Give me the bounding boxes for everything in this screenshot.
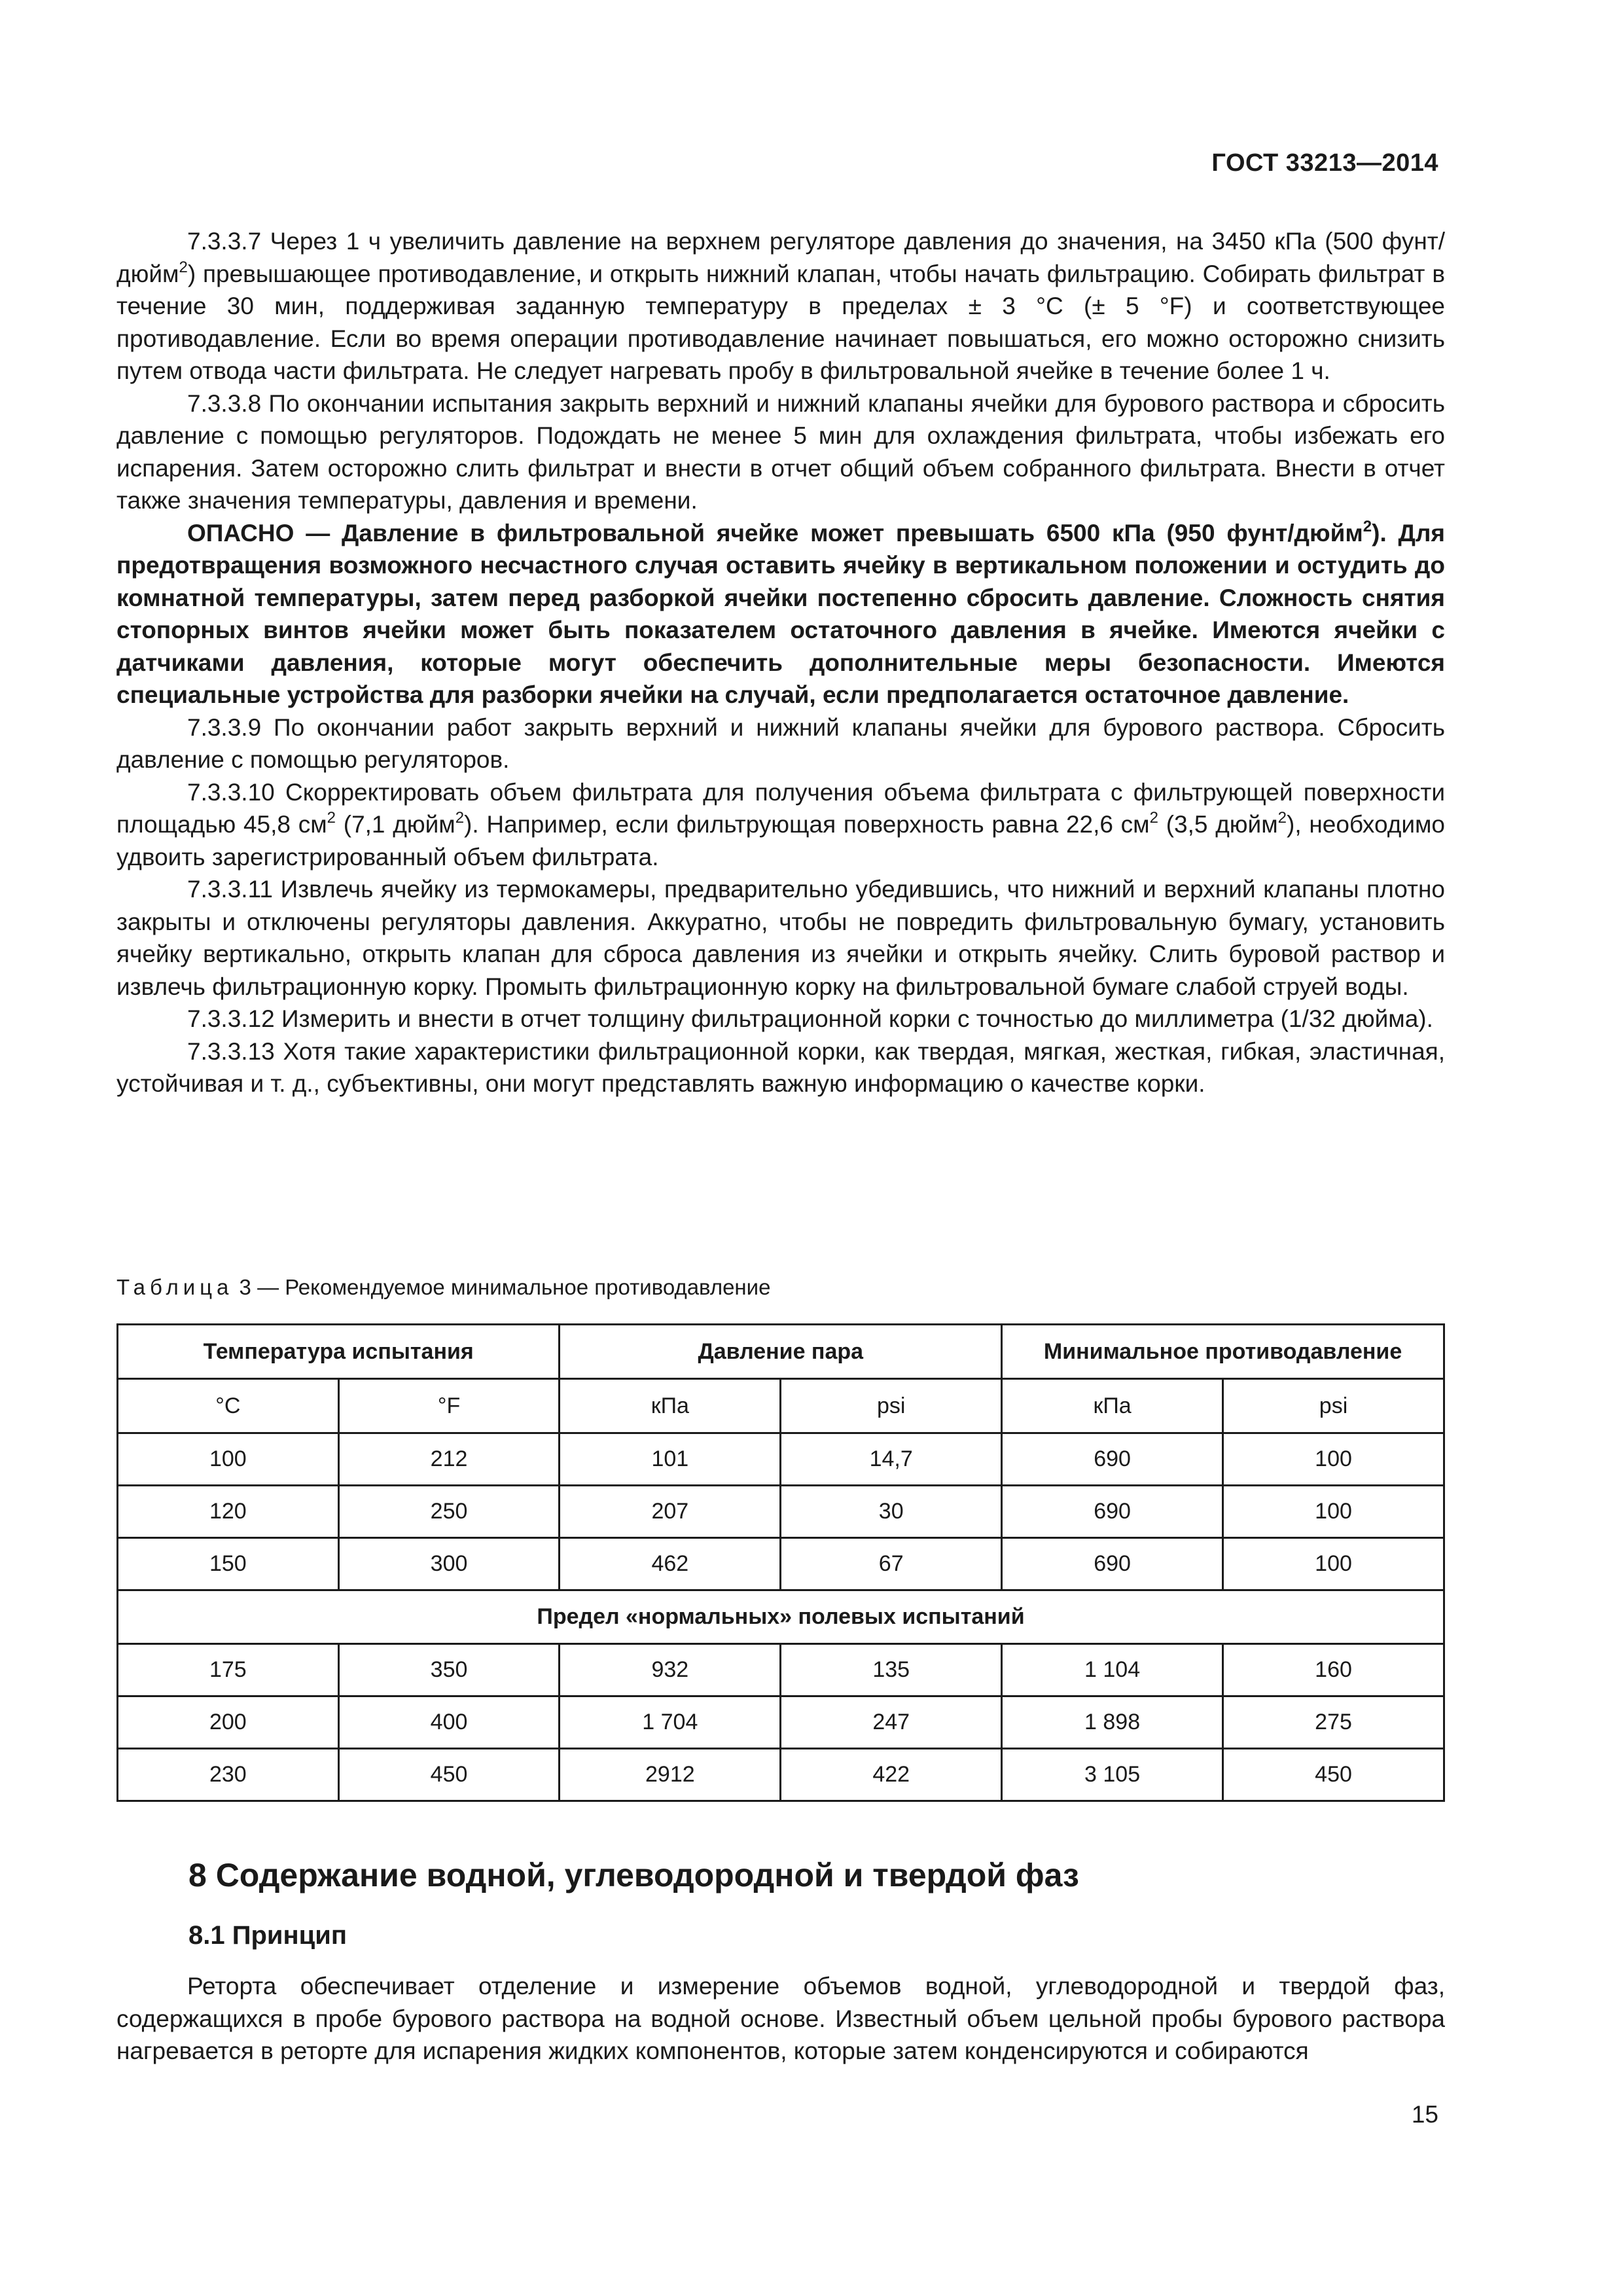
table-cell: 1 898: [1002, 1696, 1223, 1749]
table-cell: 100: [1223, 1486, 1444, 1538]
table-cell: 690: [1002, 1433, 1223, 1486]
table-cell: 932: [560, 1644, 781, 1696]
table-section-label: Предел «нормальных» полевых испытаний: [118, 1590, 1444, 1644]
pressure-table: [116, 1323, 1445, 1802]
table-row: [118, 1486, 1444, 1538]
paragraph-7-3-3-7: 7.3.3.7 Через 1 ч увеличить давление на верхнем регуляторе давления до значения, на 3450 кПа (500 фунт/дюйм$^2$) превышающее противодавление, и открыть нижний клапан, чтобы начать фильтрацию. Собирать фильтрат в течение 30 мин, поддерживая заданную температуру в пределах ± 3 °С (± 5 °F) и соответствующее противодавление. Если во время операции противодавление начинает повышаться, его можно осторожно снизить путем отвода части фильтрата. Не следует нагревать пробу в фильтровальной ячейке в течение более 1 ч.: [116, 228, 1445, 384]
unit-header: °F: [338, 1379, 560, 1433]
paragraph-7-3-3-13: 7.3.3.13 Хотя такие характеристики фильтрационной корки, как твердая, мягкая, жесткая, гибкая, эластичная, устойчивая и т. д., субъективны, они могут представлять важную информацию о качестве корки.: [116, 1037, 1445, 1097]
table-caption-label: Таблица: [116, 1275, 234, 1299]
table-cell: 14,7: [781, 1433, 1002, 1486]
table-cell: 30: [781, 1486, 1002, 1538]
page-number: 15: [1411, 2101, 1438, 2128]
table-cell: 100: [1223, 1538, 1444, 1590]
section-title: 8 Содержание водной, углеводородной и твердой фаз: [188, 1857, 1079, 1893]
table-row: [118, 1644, 1444, 1696]
table-cell: 2912: [560, 1749, 781, 1801]
table-cell: 67: [781, 1538, 1002, 1590]
table-cell: 150: [118, 1538, 339, 1590]
table-cell: 250: [338, 1486, 560, 1538]
table-caption: [116, 1275, 770, 1300]
table-cell: 175: [118, 1644, 339, 1696]
table-cell: 1 704: [560, 1696, 781, 1749]
principle-paragraph: Реторта обеспечивает отделение и измерение объемов водной, углеводородной и твердой фаз, содержащихся в пробе бурового раствора на водной основе. Известный объем цельной пробы бурового раствора нагревается в реторте для испарения жидких компонентов, которые затем конденсируются и собираются: [116, 1973, 1445, 2064]
paragraph-7-3-3-9: 7.3.3.9 По окончании работ закрыть верхний и нижний клапаны ячейки для бурового раствора. Сбросить давление с помощью регуляторов.: [116, 713, 1445, 773]
header-min-backpressure: Минимальное противодавление: [1002, 1325, 1444, 1379]
table-cell: 300: [338, 1538, 560, 1590]
table-cell: 212: [338, 1433, 560, 1486]
table-cell: 100: [118, 1433, 339, 1486]
paragraph-7-3-3-11: 7.3.3.11 Извлечь ячейку из термокамеры, предварительно убедившись, что нижний и верхний клапаны плотно закрыты и отключены регуляторы давления. Аккуратно, чтобы не повредить фильтровальную бумагу, установить ячейку вертикально, открыть клапан для сброса давления из ячейки и открыть ячейку. Слить буровой раствор и извлечь фильтрационную корку. Промыть фильтрационную корку на фильтровальной бумаге слабой струей воды.: [116, 876, 1445, 1000]
header-test-temperature: Температура испытания: [118, 1325, 560, 1379]
table-cell: 422: [781, 1749, 1002, 1801]
table-caption-text: 3 — Рекомендуемое минимальное противодавление: [233, 1275, 771, 1299]
table-cell: 350: [338, 1644, 560, 1696]
paragraph-7-3-3-10: 7.3.3.10 Скорректировать объем фильтрата для получения объема фильтрата с фильтрующей поверхности площадью 45,8 $см^2$ (7,1 дюйм$^2$). Например, если фильтрующая поверхность равна 22,6 $см^2$ (3,5 дюйм$^2$), необходимо удвоить зарегистрированный объем фильтрата.: [116, 778, 1446, 870]
table-cell: 690: [1002, 1486, 1223, 1538]
table-row: [118, 1433, 1444, 1486]
table-cell: 230: [118, 1749, 339, 1801]
unit-header: psi: [1223, 1379, 1444, 1433]
table-row: [118, 1696, 1444, 1749]
header-vapor-pressure: Давление пара: [560, 1325, 1002, 1379]
table-cell: 3 105: [1002, 1749, 1223, 1801]
table-cell: 207: [560, 1486, 781, 1538]
unit-header: °С: [118, 1379, 339, 1433]
table-cell: 100: [1223, 1433, 1444, 1486]
table-row: [118, 1538, 1444, 1590]
table-cell: 690: [1002, 1538, 1223, 1590]
table-unit-row: [118, 1379, 1444, 1433]
unit-header: кПа: [560, 1379, 781, 1433]
table-cell: 247: [781, 1696, 1002, 1749]
table-cell: 101: [560, 1433, 781, 1486]
table-section-row: [118, 1590, 1444, 1644]
body-text: [116, 225, 1445, 1100]
table-cell: 200: [118, 1696, 339, 1749]
table-cell: 1 104: [1002, 1644, 1223, 1696]
table-cell: 450: [1223, 1749, 1444, 1801]
document-code: ГОСТ 33213—2014: [1211, 149, 1438, 177]
danger-warning: ОПАСНО — Давление в фильтровальной ячейке может превышать 6500 кПа (950 фунт/дюйм$^2$). Для предотвращения возможного несчастного случая оставить ячейку в вертикальном положении и остудить до комнатной температуры, затем перед разборкой ячейки постепенно сбросить давление. Сложность снятия стопорных винтов ячейки может быть показателем остаточного давления в ячейке. Имеются ячейки с датчиками давления, которые могут обеспечить дополнительные меры безопасности. Имеются специальные устройства для разборки ячейки на случай, если предполагается остаточное давление.: [116, 517, 1445, 708]
table-cell: 160: [1223, 1644, 1444, 1696]
subsection-title: 8.1 Принцип: [188, 1921, 347, 1950]
table-row: [118, 1749, 1444, 1801]
table-group-header-row: [118, 1325, 1444, 1379]
paragraph-7-3-3-8: 7.3.3.8 По окончании испытания закрыть верхний и нижний клапаны ячейки для бурового раствора и сбросить давление с помощью регуляторов. Подождать не менее 5 мин для охлаждения фильтрата, чтобы избежать его испарения. Затем осторожно слить фильтрат и внести в отчет общий объем собранного фильтрата. Внести в отчет также значения температуры, давления и времени.: [116, 389, 1445, 514]
unit-header: кПа: [1002, 1379, 1223, 1433]
table-cell: 275: [1223, 1696, 1444, 1749]
paragraph-7-3-3-12: 7.3.3.12 Измерить и внести в отчет толщину фильтрационной корки с точностью до миллиметра (1/32 дюйма).: [187, 1005, 1433, 1032]
unit-header: psi: [781, 1379, 1002, 1433]
table-cell: 400: [338, 1696, 560, 1749]
table-cell: 450: [338, 1749, 560, 1801]
table-cell: 135: [781, 1644, 1002, 1696]
table-cell: 462: [560, 1538, 781, 1590]
table-cell: 120: [118, 1486, 339, 1538]
